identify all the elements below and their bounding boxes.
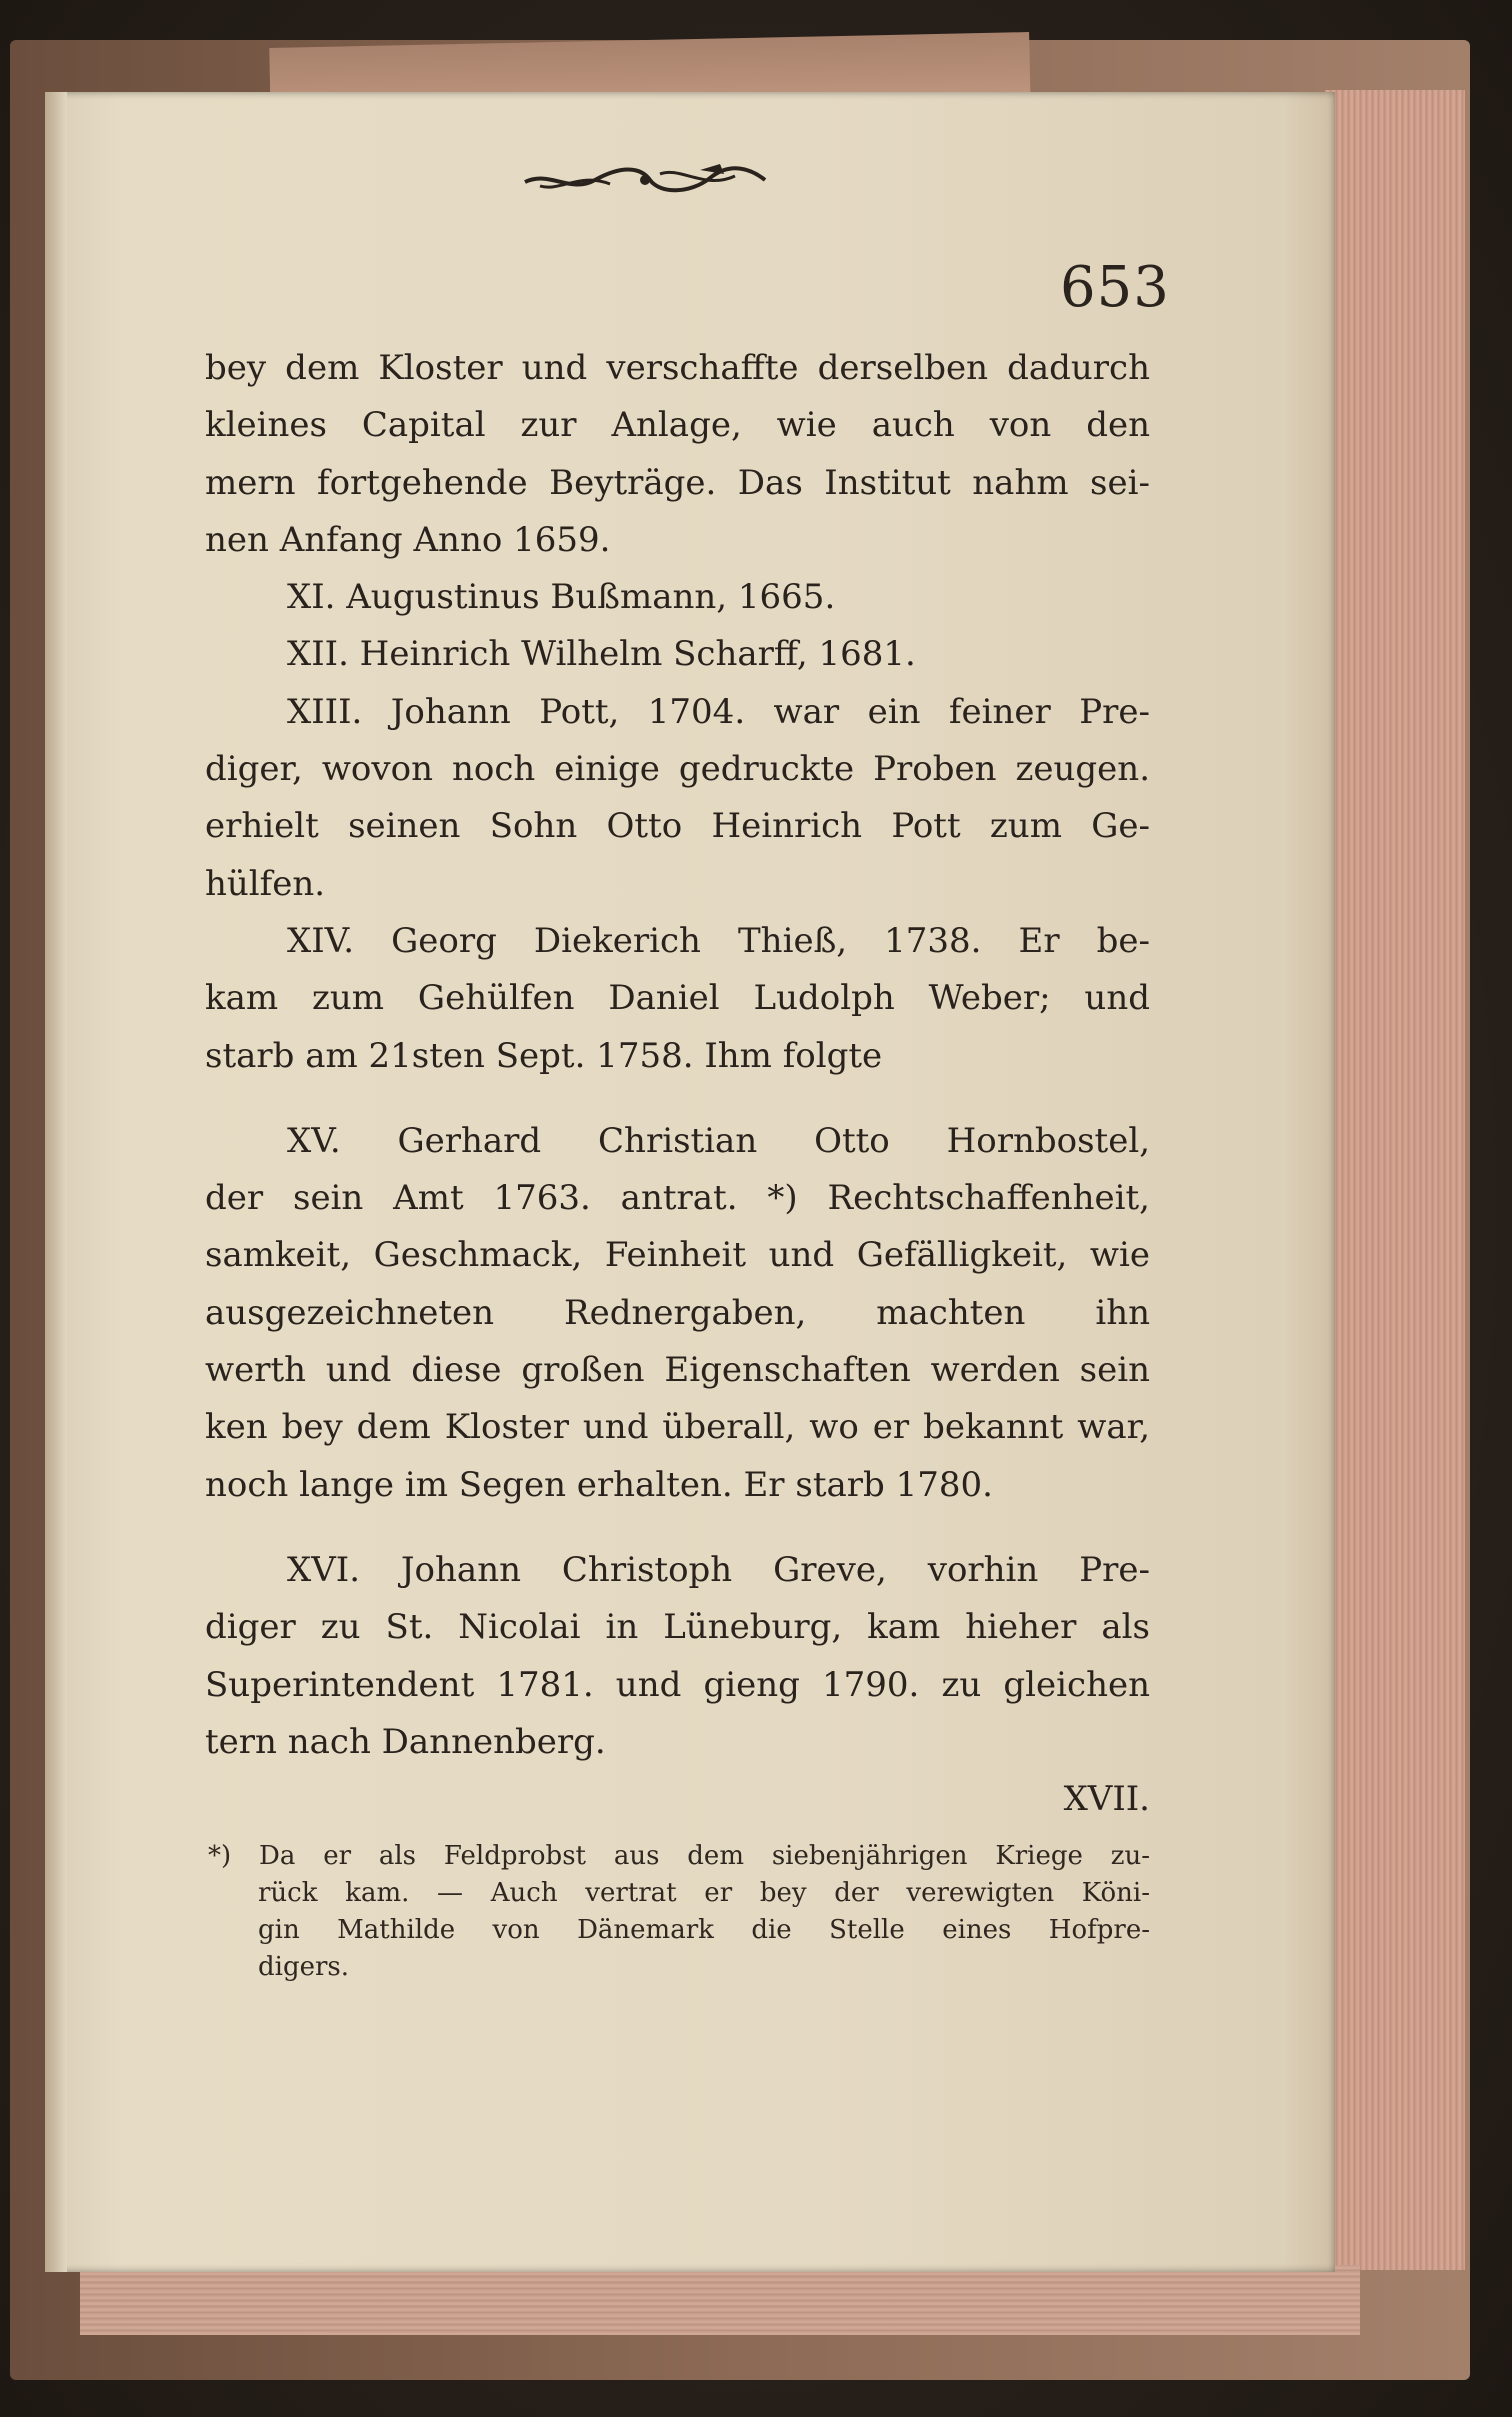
text-line: nen Anfang Anno 1659. bbox=[205, 519, 611, 560]
text-line: Superintendent 1781. und gieng 1790. zu gleichen bbox=[205, 1664, 1150, 1705]
page-edges-bottom bbox=[80, 2265, 1360, 2335]
ornament-vignette bbox=[520, 160, 770, 200]
text-line: diger zu St. Nicolai in Lüneburg, kam hieher als bbox=[205, 1607, 1150, 1648]
text-line: kleines Capital zur Anlage, wie auch von den bbox=[205, 405, 1150, 446]
text-line-entry-xi: XI. Augustinus Bußmann, 1665. bbox=[287, 577, 836, 618]
text-line: starb am 21sten Sept. 1758. Ihm folgte bbox=[205, 1035, 883, 1076]
body-text bbox=[205, 340, 1150, 1828]
footnote-line: digers. bbox=[258, 1952, 350, 1982]
catchword: XVII. bbox=[1063, 1779, 1150, 1820]
text-line: samkeit, Geschmack, Feinheit und Gefälligkeit, wie bbox=[205, 1235, 1150, 1276]
text-line: erhielt seinen Sohn Otto Heinrich Pott zum Ge- bbox=[205, 806, 1150, 847]
text-line: ausgezeichneten Rednergaben, machten ihn bbox=[205, 1292, 1150, 1333]
text-line: hülfen. bbox=[205, 863, 326, 904]
text-line: mern fortgehende Beyträge. Das Institut nahm sei- bbox=[205, 462, 1150, 503]
page-edges-right bbox=[1325, 90, 1465, 2270]
footnote bbox=[208, 1838, 1150, 1986]
text-line-entry-xv: XV. Gerhard Christian Otto Hornbostel, bbox=[287, 1120, 1150, 1161]
footnote-line: *) Da er als Feldprobst aus dem siebenjährigen Kriege zu- bbox=[208, 1841, 1150, 1871]
text-line: noch lange im Segen erhalten. Er starb 1780. bbox=[205, 1464, 993, 1505]
footnote-line: gin Mathilde von Dänemark die Stelle eines Hofpre- bbox=[258, 1915, 1150, 1945]
page-number: 653 bbox=[1060, 255, 1170, 320]
text-line: tern nach Dannenberg. bbox=[205, 1721, 606, 1762]
page-gutter bbox=[45, 92, 67, 2272]
text-line: bey dem Kloster und verschaffte derselben dadurch bbox=[205, 348, 1150, 388]
text-line: kam zum Gehülfen Daniel Ludolph Weber; und bbox=[205, 978, 1150, 1019]
text-line: ken bey dem Kloster und überall, wo er bekannt war, bbox=[205, 1407, 1150, 1448]
footnote-line: rück kam. — Auch vertrat er bey der verewigten Köni- bbox=[258, 1878, 1150, 1908]
text-line: werth und diese großen Eigenschaften werden sein bbox=[205, 1350, 1150, 1391]
text-line-entry-xii: XII. Heinrich Wilhelm Scharff, 1681. bbox=[287, 634, 916, 675]
text-line-entry-xiv: XIV. Georg Diekerich Thieß, 1738. Er be- bbox=[287, 920, 1150, 961]
text-line: der sein Amt 1763. antrat. *) Rechtschaffenheit, bbox=[205, 1178, 1150, 1219]
text-line-entry-xvi: XVI. Johann Christoph Greve, vorhin Pre- bbox=[287, 1549, 1150, 1590]
text-line: diger, wovon noch einige gedruckte Proben zeugen. bbox=[205, 749, 1150, 790]
text-line-entry-xiii: XIII. Johann Pott, 1704. war ein feiner Pre- bbox=[287, 691, 1150, 732]
